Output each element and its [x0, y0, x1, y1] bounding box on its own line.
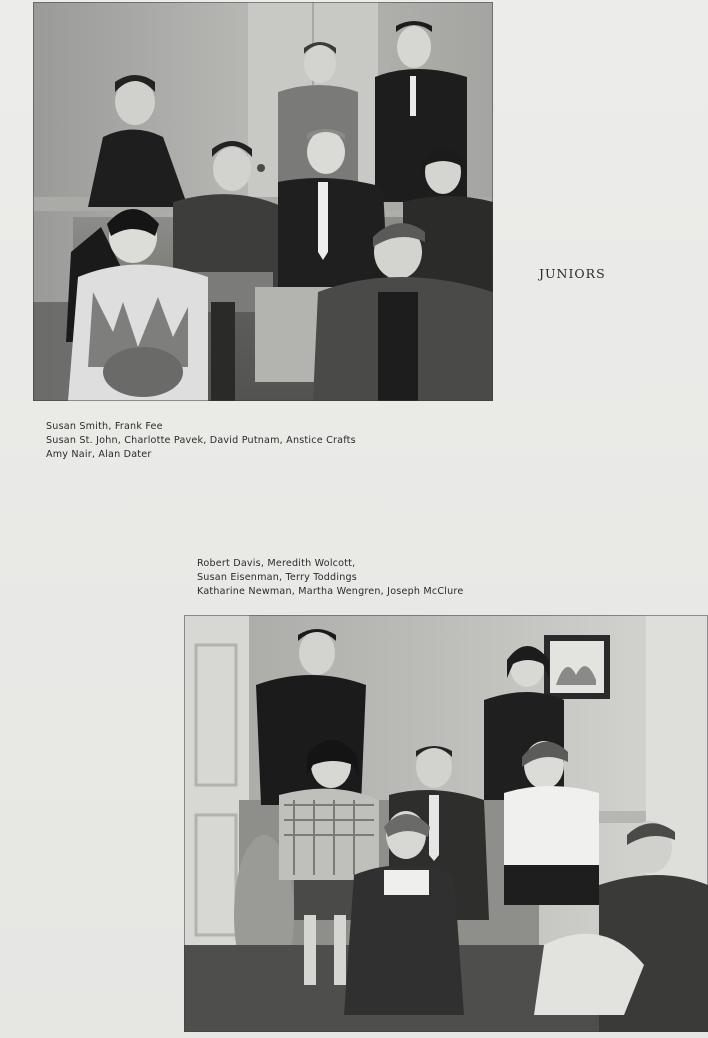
group-photo-top: [33, 2, 493, 401]
caption-top-line-1: Susan Smith, Frank Fee: [46, 421, 163, 432]
caption-bottom: [197, 557, 463, 599]
caption-bottom-line-1: Robert Davis, Meredith Wolcott,: [197, 558, 356, 569]
group-photo-bottom: [184, 615, 708, 1032]
section-title: JUNIORS: [539, 266, 606, 281]
caption-bottom-line-3: Katharine Newman, Martha Wengren, Joseph McClure: [197, 586, 464, 597]
caption-top-line-3: Amy Nair, Alan Dater: [46, 449, 152, 460]
caption-top: [46, 420, 356, 462]
caption-bottom-line-2: Susan Eisenman, Terry Toddings: [197, 572, 357, 583]
caption-top-line-2: Susan St. John, Charlotte Pavek, David Putnam, Anstice Crafts: [46, 435, 356, 446]
group-photo-bottom-image: [184, 615, 708, 1032]
group-photo-top-image: [33, 2, 493, 401]
